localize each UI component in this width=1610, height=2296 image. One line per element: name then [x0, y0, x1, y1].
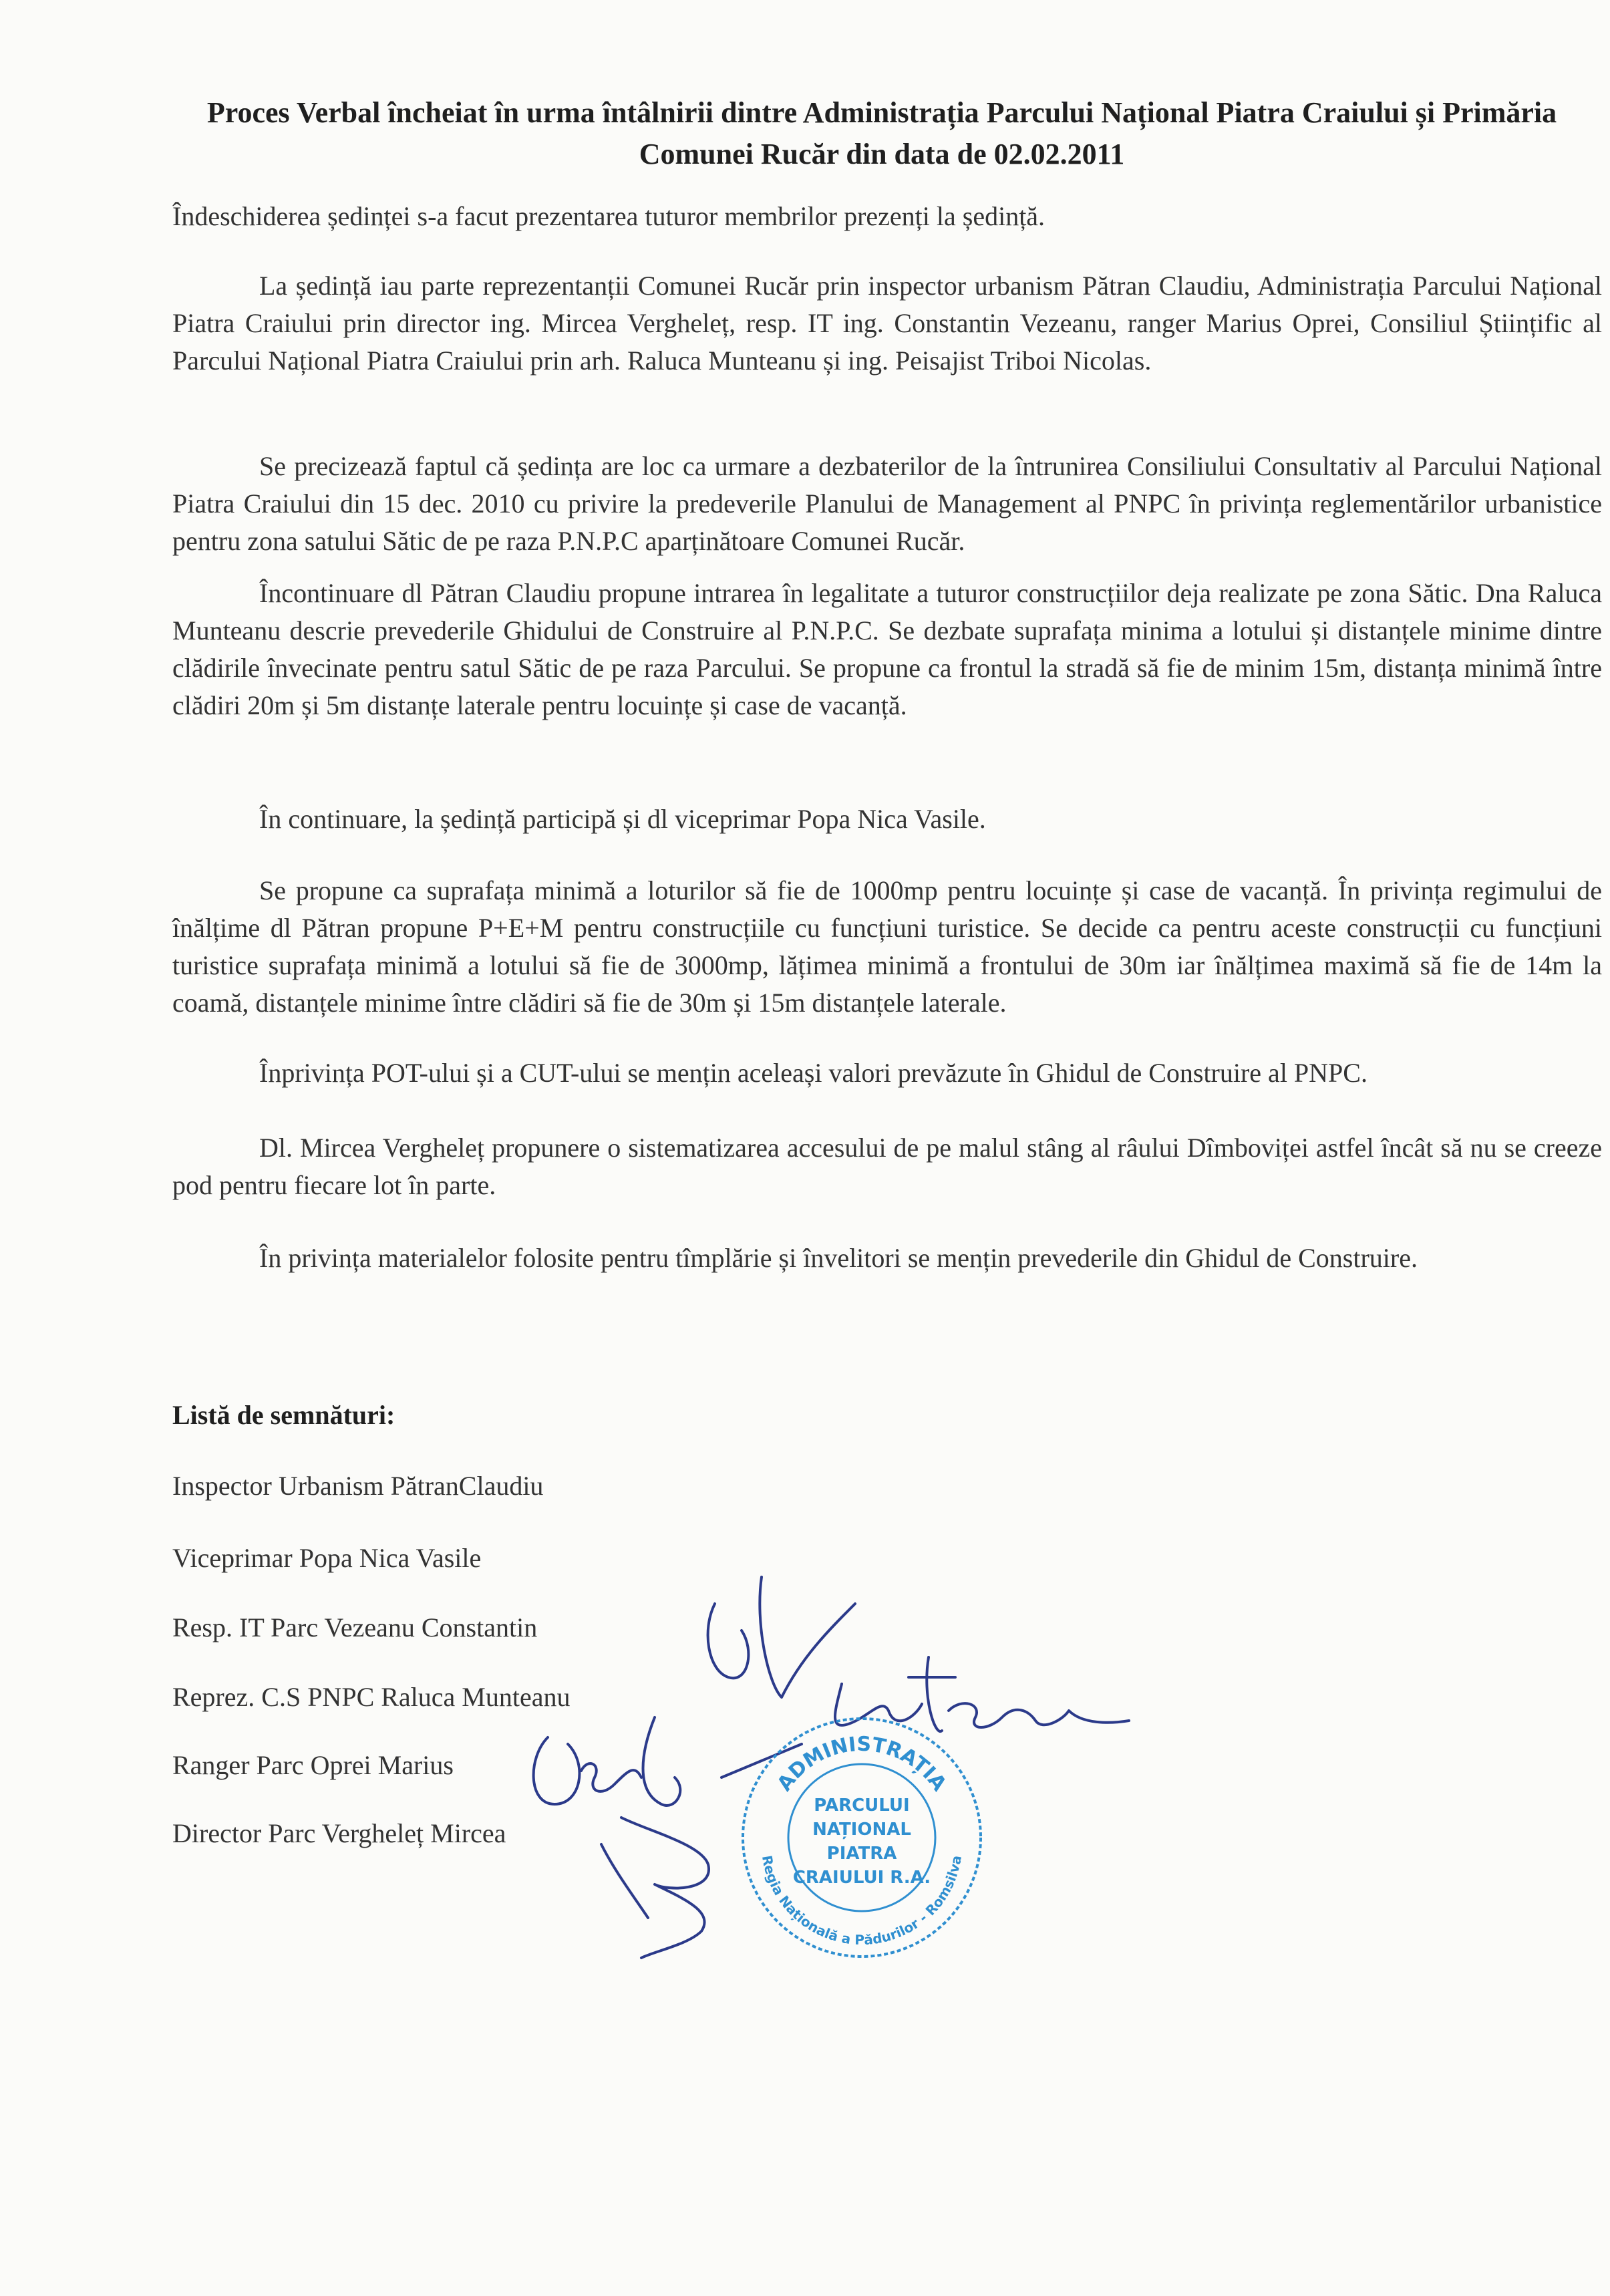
document-title: [160, 92, 1603, 175]
paragraph-participants: La ședință iau parte reprezentanții Comunei Rucăr prin inspector urbanism Pătran Claudiu, Administrația Parcului Național Piatra Craiului prin director ing. Mircea Vergheleț, resp. IT ing. Constantin Vezeanu, ranger Marius Oprei, Consiliul Științific al Parcului Național Piatra Craiului prin arh. Raluca Munteanu și ing. Peisajist Triboi Nicolas.: [172, 271, 1602, 376]
signature-list-heading: Listă de semnături:: [172, 1400, 395, 1430]
signature-line-director: Director Parc Vergheleț Mircea: [172, 1818, 506, 1848]
stamp-outer-bottom: Regia Națională a Pădurilor - Romsilva: [758, 1854, 965, 1949]
stamp-outer-top: ADMINISTRAȚIA: [772, 1732, 951, 1796]
intro-paragraph: Îndeschiderea ședinței s-a facut prezentarea tuturor membrilor prezenți la ședință.: [172, 201, 1045, 231]
paragraph-lot-surface: Se propune ca suprafața minimă a loturilor să fie de 1000mp pentru locuințe și case de vacanță. În privința regimului de înălțime dl Pătran propune P+E+M pentru construcțiile cu funcțiuni turistice. Se decide ca pentru aceste construcții cu funcțiuni turistice suprafața minimă a lotului să fie de 3000mp, lățimea minimă a frontului de 30m iar înălțimea maximă să fie de 14m la coamă, distanțele minime între clădiri să fie de 30m și 15m distanțele laterale.: [172, 875, 1602, 1018]
signature-line-ranger: Ranger Parc Oprei Marius: [172, 1750, 454, 1780]
paragraph-materials: În privința materialelor folosite pentru tîmplărie și învelitori se mențin prevederile din Ghidul de Construire.: [259, 1243, 1418, 1273]
signature-line-vice-mayor: Viceprimar Popa Nica Vasile: [172, 1543, 482, 1573]
title-line-1: Proces Verbal încheiat în urma întâlnirii dintre Administrația Parcului Național Piatra Craiului și Primăria: [206, 96, 1557, 129]
stamp-inner-2: NAȚIONAL: [812, 1820, 911, 1840]
paragraph-vice-mayor: În continuare, la ședință participă și dl viceprimar Popa Nica Vasile.: [259, 804, 986, 834]
title-line-2: Comunei Rucăr din data de 02.02.2011: [639, 138, 1125, 170]
official-stamp: [735, 1711, 989, 1965]
paragraph-context: Se precizează faptul că ședința are loc ca urmare a dezbaterilor de la întrunirea Consiliului Consultativ al Parcului Național Piatra Craiului din 15 dec. 2010 cu privire la predeverile Planului de Management al PNPC în privința reglementărilor urbanistice pentru zona satului Sătic de pe raza P.N.P.C aparținătoare Comunei Rucăr.: [172, 451, 1602, 556]
paragraph-pot-cut: Înprivința POT-ului și a CUT-ului se mențin aceleași valori prevăzute în Ghidul de Construire al PNPC.: [259, 1058, 1367, 1088]
stamp-inner-1: PARCULUI: [814, 1796, 910, 1816]
stamp-inner-4: CRAIULUI R.A.: [792, 1868, 931, 1888]
signature-oprei: [534, 1717, 681, 1806]
paragraph-proposals: Încontinuare dl Pătran Claudiu propune intrarea în legalitate a tuturor construcțiilor deja realizate pe zona Sătic. Dna Raluca Munteanu descrie prevederile Ghidului de Construire al P.N.P.C. Se dezbate suprafața minima a lotului și distanțele minime dintre clădirile învecinate pentru satul Sătic de pe raza Parcului. Se propune ca frontul la stradă să fie de minim 15m, distanța minimă între clădiri 20m și 5m distanțe laterale pentru locuințe și case de vacanță.: [172, 578, 1602, 720]
stamp-inner-3: PIATRA: [826, 1844, 897, 1864]
signature-vezeanu: [708, 1577, 855, 1697]
signature-verghelet: [601, 1818, 709, 1958]
signature-line-scientific-council: Reprez. C.S PNPC Raluca Munteanu: [172, 1682, 571, 1712]
signature-line-urbanism: Inspector Urbanism PătranClaudiu: [172, 1471, 544, 1501]
paragraph-access: Dl. Mircea Vergheleț propunere o sistematizarea accesului de pe malul stâng al râului Dîmboviței astfel încât să nu se creeze pod pentru fiecare lot în parte.: [172, 1133, 1602, 1200]
signature-line-it: Resp. IT Parc Vezeanu Constantin: [172, 1612, 538, 1642]
